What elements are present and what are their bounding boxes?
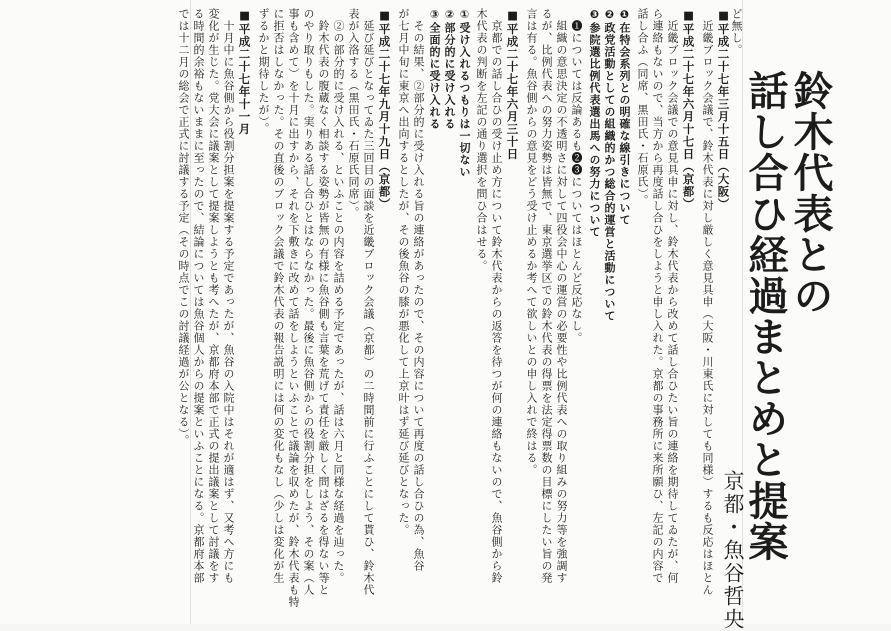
- body-text-column: 近畿ブロック会議で、鈴木代表に対し厳しく意見具申（大阪・川東氏に対しても同様）するも反応はほとん: [701, 8, 714, 596]
- document-author: 京都・魚谷哲央: [721, 470, 745, 631]
- list-item: ❸参院選比例代表選出馬への努力について: [588, 8, 601, 238]
- body-text-column: ②の部分的に受け入れる、といふことの内容を詰める予定であったが、話は六月と同様な経過を辿った。: [332, 8, 345, 584]
- body-text-column: 変化が生じた。党大会に議案として提案しようとも考へたが、京都府本部で正式の提出議案として討議をす: [207, 8, 220, 584]
- body-text-column: のやり取りもした。実りある話し合ひとはならなかった。最後に魚谷側からの役割分担をしよう、その案（人: [302, 8, 315, 596]
- body-text-column: るが、比例代表への努力姿勢は皆無で、東京選挙区での鈴木代表の得票を法定得票数の目標にしたい旨の発: [540, 8, 553, 584]
- body-text-column: 鈴木代表の腹蔵なく相談する姿勢が皆無の有様に魚谷側も言葉を荒げて責任を厳しく問はざるを得ない等と: [317, 8, 330, 596]
- list-item: ❶在特会系列との明確な線引きについて: [618, 8, 631, 226]
- body-text-column: 近畿ブロック会議での意見具申に対し、鈴木代表から改めて話し合ひたい旨の連絡を期待してゐたが、何: [666, 8, 679, 584]
- document-title-line-2: 話し合ひ経過まとめと提案: [742, 70, 788, 562]
- section-heading: ■平成二十七年六月三十日: [505, 8, 520, 161]
- list-item: ②部分的に受け入れる: [443, 8, 456, 130]
- body-text-column: 事も含めて）を十月に出すから、それを下敷きに改めて話をしようといふことで議論を収めたが、鈴木代表も特: [287, 8, 300, 608]
- body-text-column: 話し合ふ（同席、黒田氏・石原氏）。: [636, 8, 649, 207]
- body-text-column: に拒否はしなかった。その直後のブロック会議で鈴木代表の報告説明には何の変化もなし（少しは変化が生: [272, 8, 285, 584]
- paper-fold-line: [190, 0, 191, 624]
- body-text-column: その結果、②部分的に受け入れる旨の連絡があったので、その内容について再度の話し合ひの為、魚谷: [412, 8, 425, 572]
- list-item: ③全面的に受け入れる: [428, 8, 441, 130]
- body-text-column: る時間的余裕もないままに至ったので、結論については魚谷個人からの提案といふことになる。京都府本部: [192, 8, 205, 584]
- body-text-column: が七月中旬に東京へ出向するとしたが、その後魚谷の膝が悪化して上京叶はず延び延びとなった。: [397, 8, 410, 536]
- section-heading: ■平成二十七年十一月: [237, 8, 252, 136]
- body-text-column: 十月中に魚谷側から役割分担案を提案する予定であったが、魚谷の入院中はそれが適はず、又考へ方にも: [222, 8, 235, 584]
- body-text-column: 表が入洛する（黒田氏・石原氏同席）。: [347, 8, 360, 219]
- body-text-column: 京都での話し合ひの受け止め方について鈴木代表からの返答を待つが何の連絡もないので、魚谷側から鈴: [490, 8, 503, 584]
- section-heading: ■平成二十七年九月十九日（京都）: [377, 8, 392, 211]
- body-text-column: ら連絡もないので、当方から再度話し合ひをしようと申し入れた。京都の事務所に来所願ひ、左記の内容で: [651, 8, 664, 584]
- document-title-line-1: 鈴木代表との: [787, 70, 833, 316]
- section-heading: ■平成二十七年三月十五日（大阪）: [716, 8, 731, 211]
- body-text-column: 木代表の判断を左記の通り選択を問ひ合はせる。: [475, 8, 488, 272]
- body-text-column: ❶については反論あるも❷❸についてはほとんど反応なし。: [570, 8, 583, 344]
- body-text-column: 言は有る。魚谷側からの意見をどう受け止めるか考へて欲しいとの申し入れで終はる。: [525, 8, 538, 476]
- list-item: ①受け入れるつもりは一切ない: [458, 8, 471, 178]
- list-item: ❷政党活動としての組織的かつ総合的運営と活動について: [603, 8, 616, 322]
- body-text-column: ど無し。: [730, 8, 743, 56]
- section-heading: ■平成二十七年六月十七日（京都）: [681, 8, 696, 211]
- body-text-column: 組織の意思決定の不透明さに対して四役会中心の運営の必要性や比例代表への取り組みの努力等を強調す: [555, 8, 568, 584]
- body-text-column: ずるかと期待したが）。: [257, 8, 270, 135]
- body-text-column: では十二月の総会で正式に討議する予定（その時点でこの討議経過が公となる）。: [177, 8, 190, 447]
- body-text-column: 延び延びとなってゐた三回目の面談を近畿ブロック会議（京都）の二時間前に行ふことにして貰ひ、鈴木代: [362, 8, 375, 596]
